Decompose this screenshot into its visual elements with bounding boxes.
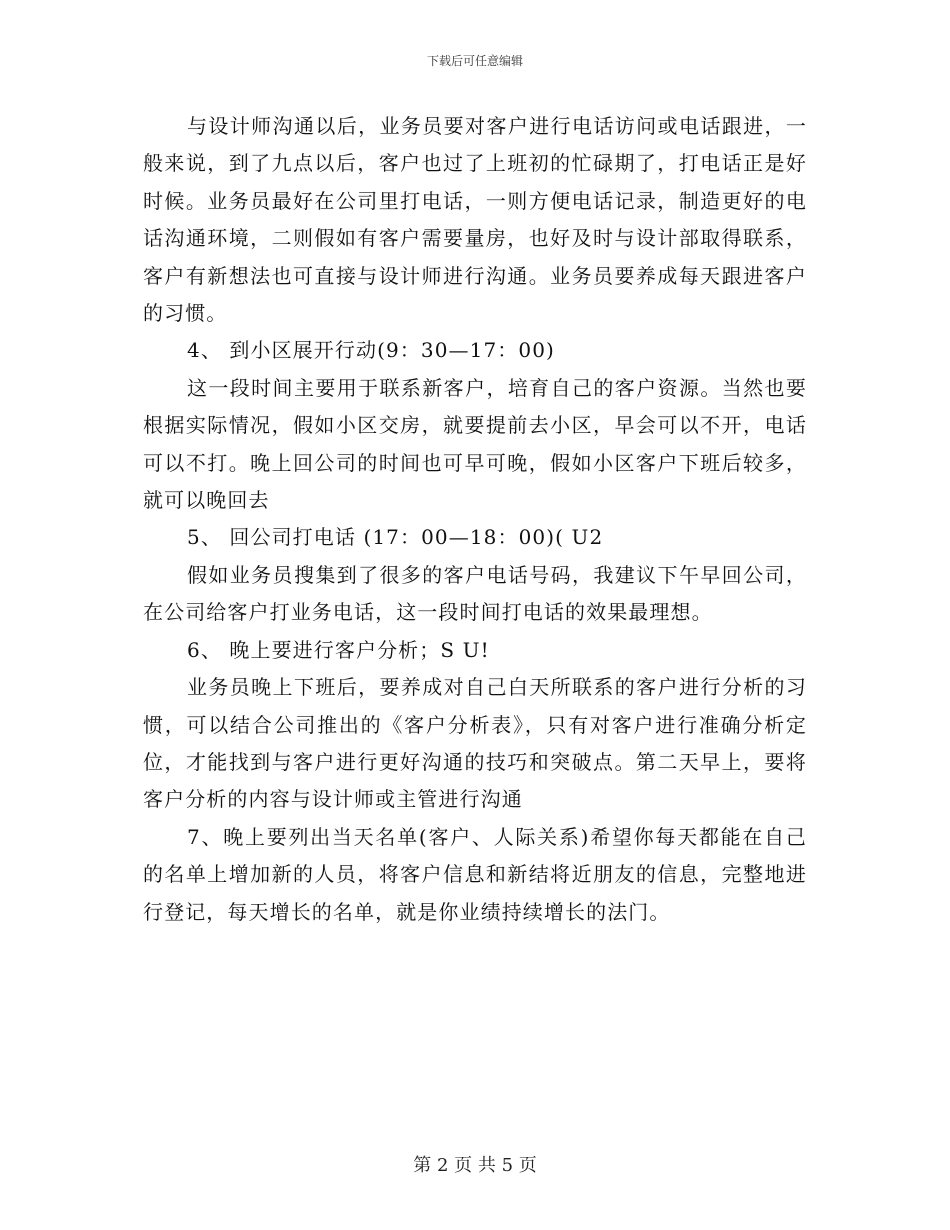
heading-step-4: 4、 到小区展开行动(9：30—17：00) bbox=[187, 338, 555, 363]
heading-step-5: 5、 回公司打电话 (17：00—18：00)( U2 bbox=[187, 525, 604, 550]
paragraph-phone-followup: 与设计师沟通以后，业务员要对客户进行电话访问或电话跟进，一般来说，到了九点以后，客户也过了上班初的忙碌期了，打电话正是好时候。业务员最好在公司里打电话，一则方便电话记录，制造更好的电话沟通环境，二则假如有客户需要量房，也好及时与设计部取得联系，客户有新想法也可直接与设计师进行沟通。业务员要养成每天跟进客户的习惯。 bbox=[143, 114, 807, 326]
paragraph-step-7-name-list: 7、晚上要列出当天名单(客户、人际关系)希望你每天都能在自己的名单上增加新的人员，将客户信息和新结将近朋友的信息，完整地进行登记，每天增长的名单，就是你业绩持续增长的法门。 bbox=[143, 824, 807, 924]
page-header: 下载后可任意编辑 bbox=[426, 54, 523, 68]
paragraph-office-calls: 假如业务员搜集到了很多的客户电话号码，我建议下午早回公司，在公司给客户打业务电话，这一段时间打电话的效果最理想。 bbox=[143, 562, 807, 625]
heading-step-6: 6、 晚上要进行客户分析；S U! bbox=[187, 637, 490, 662]
page-number: 第 2 页 共 5 页 bbox=[413, 1155, 537, 1176]
paragraph-community-action: 这一段时间主要用于联系新客户，培育自己的客户资源。当然也要根据实际情况，假如小区交房，就要提前去小区，早会可以不开，电话可以不打。晚上回公司的时间也可早可晚，假如小区客户下班后较多，就可以晚回去 bbox=[143, 375, 807, 513]
paragraph-customer-analysis: 业务员晚上下班后，要养成对自己白天所联系的客户进行分析的习惯，可以结合公司推出的《客户分析表》，只有对客户进行准确分析定位，才能找到与客户进行更好沟通的技巧和突破点。第二天早上，要将客户分析的内容与设计师或主管进行沟通 bbox=[143, 675, 807, 812]
document-body bbox=[143, 108, 807, 931]
